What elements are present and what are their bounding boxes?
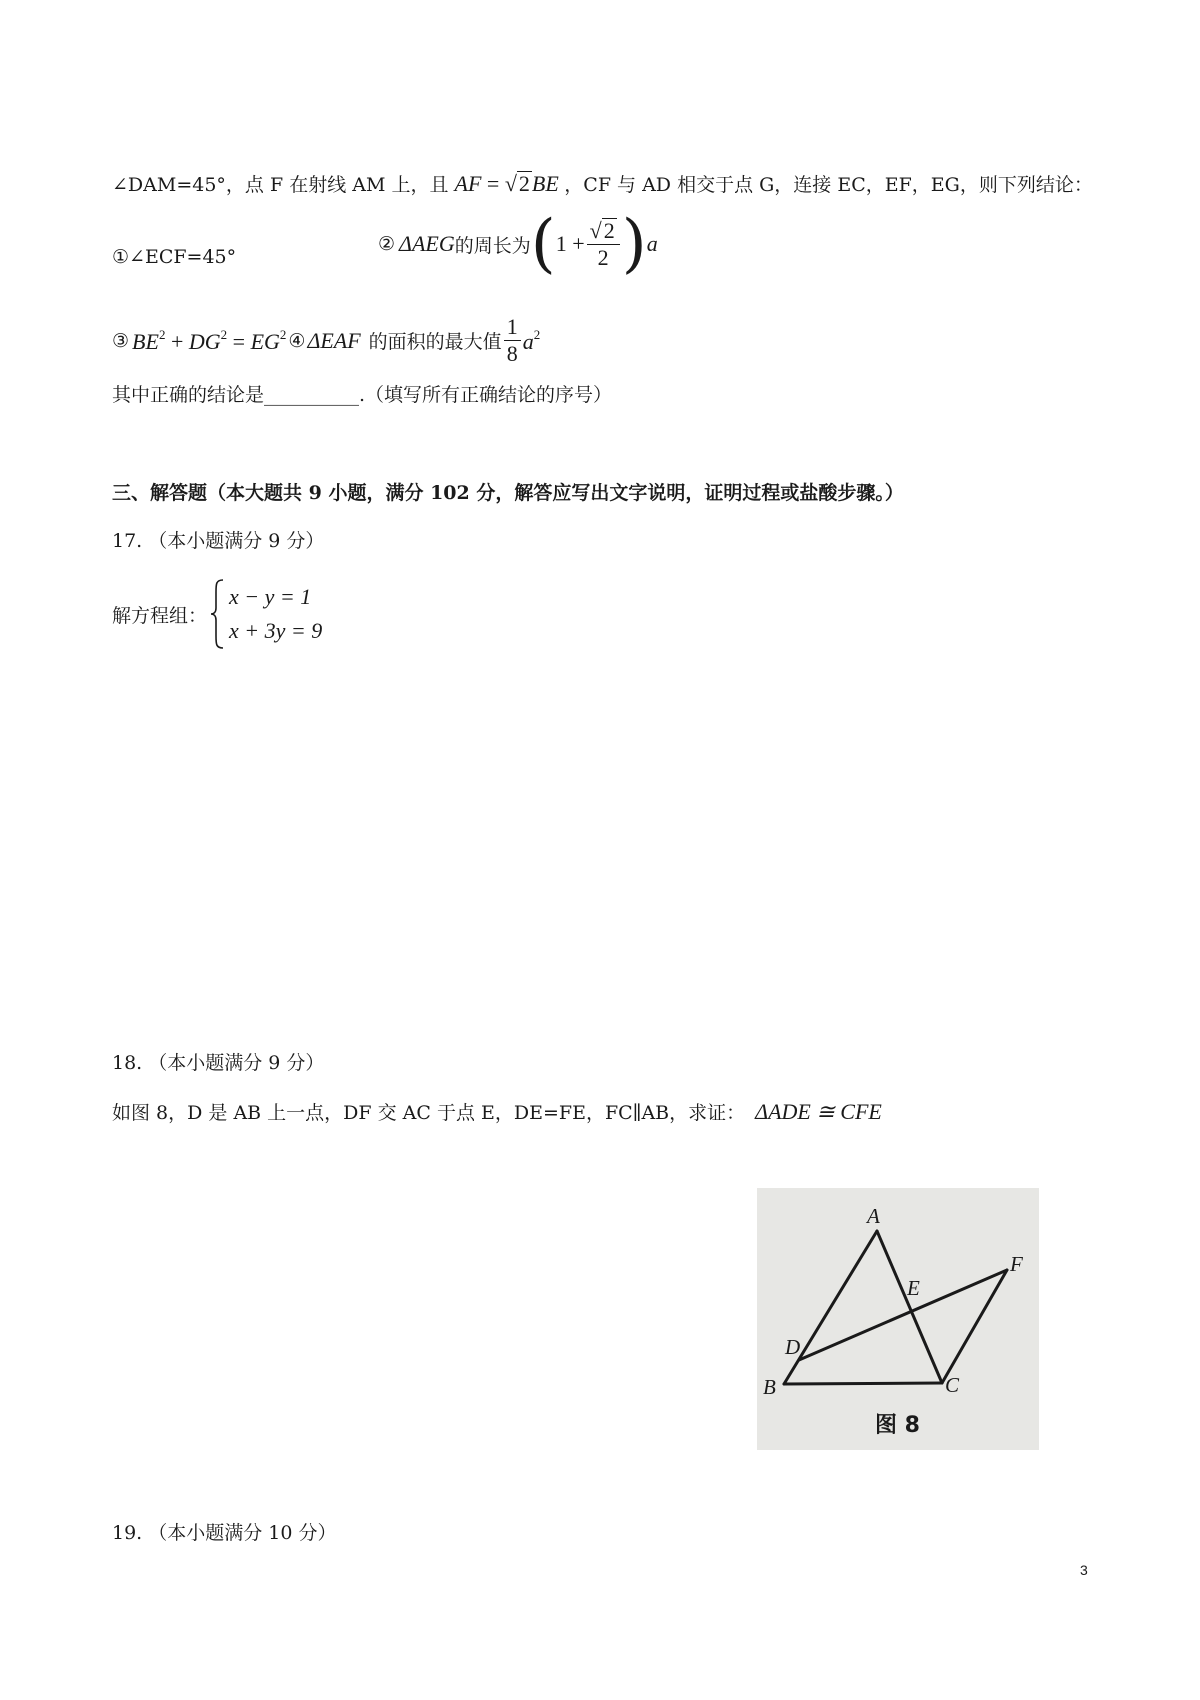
q17-prompt: 解方程组： (112, 604, 208, 627)
q19-title (112, 1518, 337, 1545)
q16-line1-tail: ，CF 与 AD 相交于点 G，连接 EC，EF，EG，则下列结论： (564, 174, 1093, 196)
q16-line1 (112, 170, 1093, 197)
conclusion-2-text: 的周长为 (454, 234, 531, 257)
q16-line1-text: ∠DAM=45°，点 F 在射线 AM 上，且 (112, 174, 449, 196)
c3-exp2: 2 (220, 326, 228, 342)
conclusion-4-fraction (504, 315, 521, 366)
c3-dg: DG (188, 328, 221, 354)
label-c: C (945, 1373, 960, 1397)
math-af: AF (454, 171, 482, 196)
q18-title (112, 1048, 324, 1075)
label-d: D (785, 1335, 801, 1359)
c3-exp1: 2 (158, 326, 166, 342)
figure-8 (757, 1188, 1039, 1450)
conclusion-3-label: ③ (112, 329, 130, 352)
segment-bc (784, 1383, 942, 1384)
conclusion-4-text: 的面积的最大值 (368, 331, 502, 354)
segment-df (799, 1270, 1007, 1360)
c3-be: BE (132, 328, 159, 354)
section-3-heading (112, 478, 904, 505)
conclusion-4-triangle: ΔEAF (307, 327, 361, 353)
conclusion-2-label: ② (378, 233, 396, 255)
c3-eg: EG (250, 328, 280, 354)
q18-statement-text: 如图 8，D 是 AB 上一点，DF 交 AC 于点 E，DE=FE，FC∥AB，求证： (112, 1102, 746, 1124)
q16-answer-line (112, 380, 612, 407)
label-e: E (907, 1276, 920, 1300)
label-b: B (763, 1375, 776, 1399)
c3-eq: = (227, 328, 251, 354)
label-a: A (867, 1204, 880, 1228)
c4-den: 8 (506, 341, 518, 367)
c4-a: a (522, 328, 534, 354)
label-f: F (1010, 1252, 1023, 1276)
q18-statement (112, 1098, 882, 1125)
math-sqrt2: 2 (518, 171, 530, 196)
q18-title-text: 18. （本小题满分 9 分） (112, 1052, 325, 1074)
q16-conclusions-3-4 (112, 315, 540, 366)
conclusion-2-triangle: ΔAEG (399, 231, 455, 256)
q16-conclusion-1 (112, 246, 236, 268)
q17-eq2: x + 3y = 9 (229, 618, 323, 643)
figure-caption: 图 8 (875, 1413, 920, 1438)
q17-eq1: x − y = 1 (229, 584, 312, 609)
q19-title-text: 19. （本小题满分 10 分） (112, 1522, 337, 1544)
c3-plus: + (165, 328, 189, 354)
c4-num: 1 (504, 315, 521, 341)
q18-statement-math: ΔADE ≅ CFE (755, 1099, 882, 1124)
conclusion-2-one: 1 + (555, 231, 585, 256)
conclusion-3-math (132, 327, 286, 355)
math-be: BE (531, 171, 559, 196)
math-eq: = (481, 171, 505, 196)
fraction-den: 2 (597, 245, 609, 270)
segment-ac (877, 1231, 942, 1383)
figure-8-diagram (757, 1188, 1039, 1450)
q17-title-text: 17. （本小题满分 9 分） (112, 530, 325, 552)
conclusion-4-label: ④ (288, 329, 306, 352)
conclusion-1-text: ①∠ECF=45° (112, 246, 237, 268)
conclusion-2-a: a (646, 231, 658, 256)
left-brace-icon (209, 578, 225, 650)
q16-line1-math: AF = √2BE (454, 171, 559, 196)
page-number (1080, 1562, 1088, 1578)
c4-exp: 2 (533, 326, 541, 342)
q17-title (112, 526, 324, 553)
c3-exp3: 2 (279, 326, 287, 342)
right-paren: ) (621, 207, 647, 281)
segment-fc (942, 1270, 1007, 1383)
q17-system (112, 578, 322, 650)
page-number-text: 3 (1080, 1562, 1088, 1578)
conclusion-2-fraction: $\frac{√2}{2}$ (587, 218, 620, 270)
conclusion-4-a (523, 327, 541, 355)
q16-conclusion-2 (378, 207, 658, 281)
section-3-heading-text: 三、解答题（本大题共 9 小题，满分 102 分，解答应写出文字说明，证明过程或盐酸步骤。） (112, 482, 904, 504)
left-paren: ( (530, 207, 556, 281)
fraction-num-sqrt: 2 (603, 217, 615, 243)
answer-line-text: 其中正确的结论是__________.（填写所有正确结论的序号） (112, 384, 613, 406)
q17-equations (229, 580, 322, 648)
